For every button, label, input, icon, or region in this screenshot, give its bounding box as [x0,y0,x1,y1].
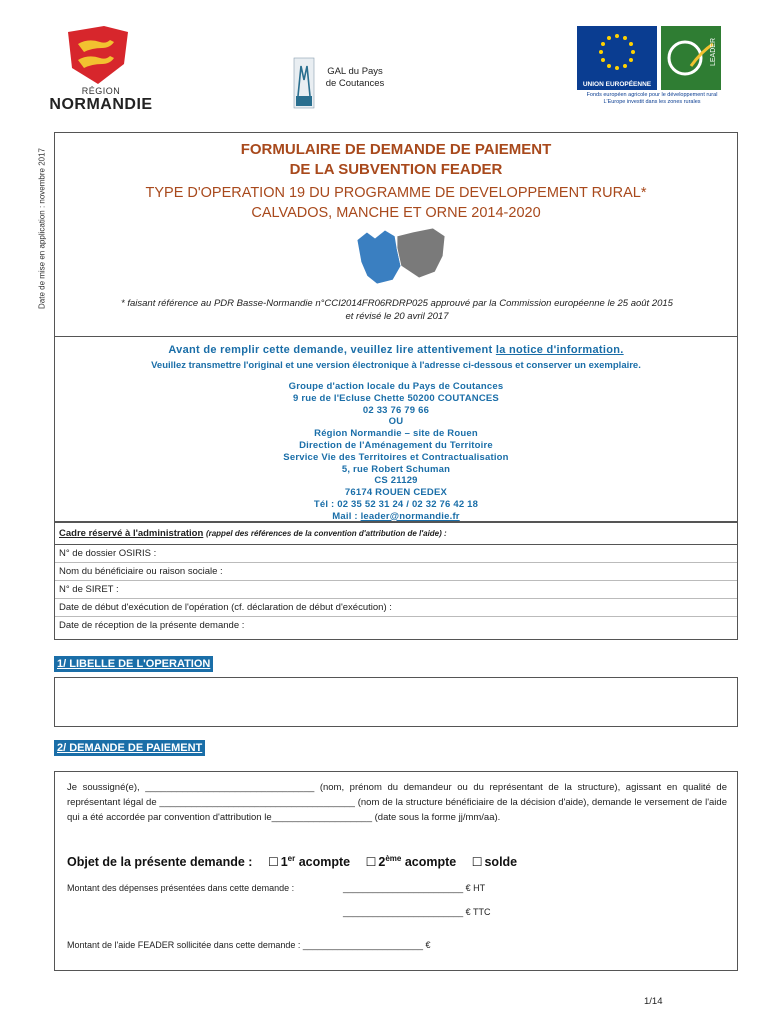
operation-label-field[interactable] [54,677,738,727]
region-normandie-logo [48,24,158,113]
send-instructions: Veuillez transmettre l'original et une version électronique à l'adresse ci-dessous et conserver un exemplaire. [151,360,641,371]
eu-flag-icon [577,26,657,80]
info-box [54,336,738,522]
svg-text:LEADER: LEADER [710,37,717,66]
expenses-ttc-field[interactable]: ________________________ € TTC [343,907,491,917]
request-purpose: Objet de la présente demande : ☐ 1er acompte ☐ 2ème acompte ☐ solde [67,854,518,870]
fonds-text: Fonds européen agricole pour le développement rural L'Europe investit dans les zones rurales [586,92,718,105]
admin-heading: Cadre réservé à l'administration (rappel des références de la convention d'attribution de l'aide) : [55,523,737,545]
address-line: Direction de l'Aménagement du Territoire [299,439,493,451]
expenses-label: Montant des dépenses présentées dans cette demande : [67,883,295,893]
notice-warning: Avant de remplir cette demande, veuillez lire attentivement la notice d'information. [168,344,624,356]
address-line: Tél : 02 35 52 31 24 / 02 32 76 42 18 [313,498,479,510]
eu-label: UNION EUROPÉENNE [577,80,657,90]
normandie-shield-icon [64,24,132,86]
start-date-field[interactable]: Date de début d'exécution de l'opération (cf. déclaration de début d'exécution) : [55,599,737,617]
reception-date-field[interactable]: Date de réception de la présente demande : [59,620,245,631]
expenses-ht-field[interactable]: ________________________ € HT [343,883,486,893]
page-number: 1/14 [644,996,663,1007]
payment-request-box [54,771,738,971]
address-line: CS 21129 [374,475,418,487]
territory-period: CALVADOS, MANCHE ET ORNE 2014-2020 [251,205,541,221]
gal-logo [288,54,388,112]
gal-text: GAL du Pays de Coutances [325,66,385,89]
normandie-label: NORMANDIE [49,96,153,113]
mail-line: Mail : leader@normandie.fr [332,510,460,522]
region-label: RÉGION [81,86,121,96]
address-block [55,381,737,523]
admin-reserved-box [54,522,738,640]
checkbox-balance[interactable]: ☐ [471,855,483,870]
leader-icon [661,26,721,90]
operation-type: TYPE D'OPERATION 19 DU PROGRAMME DE DEVELOPPEMENT RURAL* [145,185,647,201]
address-line: 76174 ROUEN CEDEX [344,487,448,499]
notice-link[interactable]: la notice d'information. [495,344,624,356]
address-line: 5, rue Robert Schuman [341,463,451,475]
checkbox-second-installment[interactable]: ☐ [365,855,377,870]
address-line: Groupe d'action locale du Pays de Coutances [288,381,504,392]
gal-emblem-icon [292,56,316,110]
address-line: 02 33 76 79 66 [362,404,430,416]
address-line: Région Normandie – site de Rouen [314,428,478,440]
form-title: FORMULAIRE DE DEMANDE DE PAIEMENT [240,141,552,158]
eu-leader-logo [577,26,727,106]
siret-field[interactable]: N° de SIRET : [55,581,737,599]
address-line: OU [388,416,404,428]
email-link[interactable]: leader@normandie.fr [360,510,460,522]
application-date-label: Date de mise en application : novembre 2017 [37,148,47,309]
section-1-title: 1/ LIBELLE DE L'OPERATION [54,656,213,672]
address-line: Service Vie des Territoires et Contractualisation [283,451,509,463]
address-line: 9 rue de l'Ecluse Chette 50200 COUTANCES [293,392,499,404]
beneficiary-field[interactable]: Nom du bénéficiaire ou raison sociale : [55,563,737,581]
form-subtitle: DE LA SUBVENTION FEADER [289,161,503,178]
osiris-field[interactable]: N° de dossier OSIRIS : [55,545,737,563]
checkbox-first-installment[interactable]: ☐ [267,855,279,870]
declaration-paragraph: Je soussigné(e), ________________________________ (nom, prénom du demandeur ou du représentant de la structure), agissant en qualité de représentant légal de _____________________________________ (nom de la structure bénéficiaire de la décision d'aide), demande le versement de l'aide qui a été accordée par convention d'attribution le___________________ (date sous la forme jj/mm/aa). [67,782,727,823]
pdr-note: * faisant référence au PDR Basse-Normandie n°CCI2014FR06RDRP025 approuvé par la Commission européenne le 25 août 2015 et révisé le 20 avril 2017 [121,298,673,322]
feader-aid-field[interactable]: Montant de l'aide FEADER sollicitée dans cette demande : ________________________ € [67,940,431,950]
title-box [54,132,738,337]
section-2-title: 2/ DEMANDE DE PAIEMENT [54,740,205,756]
normandie-map-icon [353,226,447,288]
